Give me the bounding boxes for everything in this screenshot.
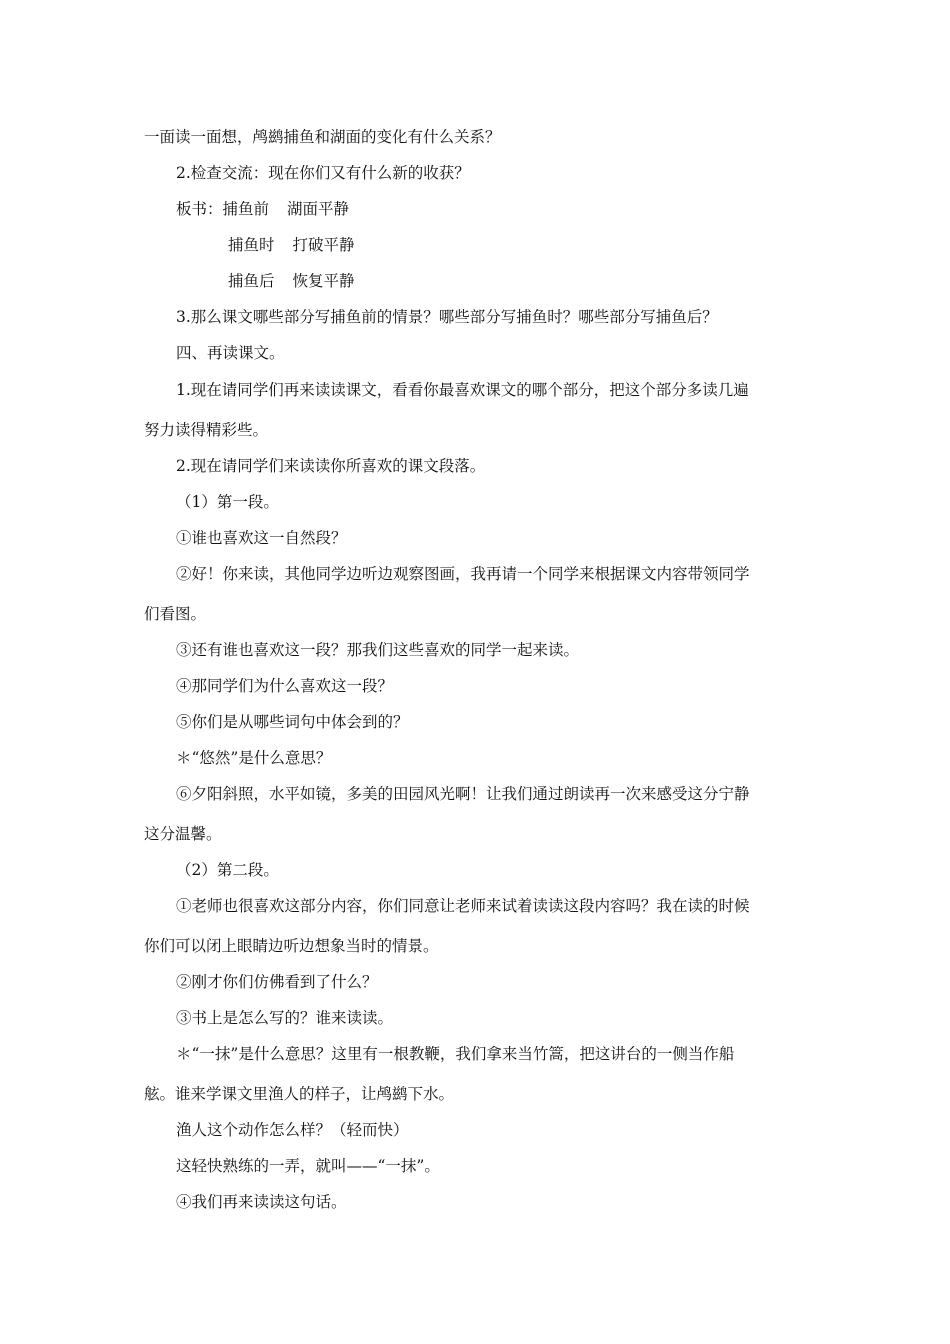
text-line: 2.检查交流：现在你们又有什么新的收获？ [176,164,470,182]
board-stage: 捕鱼前 [222,200,270,218]
board-state: 恢复平静 [292,272,355,290]
text-line: 3.那么课文哪些部分写捕鱼前的情景？哪些部分写捕鱼时？哪些部分写捕鱼后？ [176,308,718,326]
board-label: 板书： [176,200,223,218]
text-line: 你们可以闭上眼睛边听边想象当时的情景。 [144,937,439,955]
board-stage: 捕鱼时 [228,236,275,254]
subsection-heading: （2）第二段。 [176,861,279,879]
text-line: 1.现在请同学们再来读读课文，看看你最喜欢课文的哪个部分，把这个部分多读几遍 [176,381,749,399]
text-line: 一面读一面想，鸬鹚捕鱼和湖面的变化有什么关系？ [144,128,501,146]
subsection-heading: （1）第一段。 [176,493,279,511]
text-line: 2.现在请同学们来读读你所喜欢的课文段落。 [176,457,486,475]
text-line: 这分温馨。 [144,825,222,843]
board-state: 湖面平静 [287,200,350,218]
text-line: ③书上是怎么写的？谁来读读。 [176,1009,394,1027]
board-state: 打破平静 [292,236,355,254]
board-row [228,271,355,291]
text-line: ②好！你来读，其他同学边听边观察图画，我再请一个同学来根据课文内容带领同学 [176,565,750,583]
text-line: ①谁也喜欢这一自然段？ [176,529,347,547]
text-line: 这轻快熟练的一弄，就叫——“一抹”。 [176,1157,440,1175]
text-line: ①老师也很喜欢这部分内容，你们同意让老师来试着读读这段内容吗？我在读的时候 [176,897,750,915]
text-line: 舷。谁来学课文里渔人的样子，让鸬鹚下水。 [144,1085,455,1103]
text-line: ④那同学们为什么喜欢这一段？ [176,677,394,695]
text-line: ②刚才你们仿佛看到了什么？ [176,973,378,991]
text-line: ⑥夕阳斜照，水平如镜，多美的田园风光啊！让我们通过朗读再一次来感受这分宁静 [176,785,750,803]
text-line: ④我们再来读读这句话。 [176,1193,347,1211]
board-stage: 捕鱼后 [228,272,275,290]
text-line: ＊“一抹”是什么意思？这里有一根教鞭，我们拿来当竹篙，把这讲台的一侧当作船 [176,1045,735,1063]
text-line: 渔人这个动作怎么样？（轻而快） [176,1121,409,1139]
board-row [176,199,349,219]
text-line: ③还有谁也喜欢这一段？那我们这些喜欢的同学一起来读。 [176,641,580,659]
board-row [228,235,355,255]
text-line: ＊“悠然”是什么意思？ [176,749,332,767]
section-heading: 四、再读课文。 [176,344,285,362]
text-line: 们看图。 [144,605,207,623]
text-line: 努力读得精彩些。 [144,421,269,439]
text-line: ⑤你们是从哪些词句中体会到的？ [176,713,409,731]
